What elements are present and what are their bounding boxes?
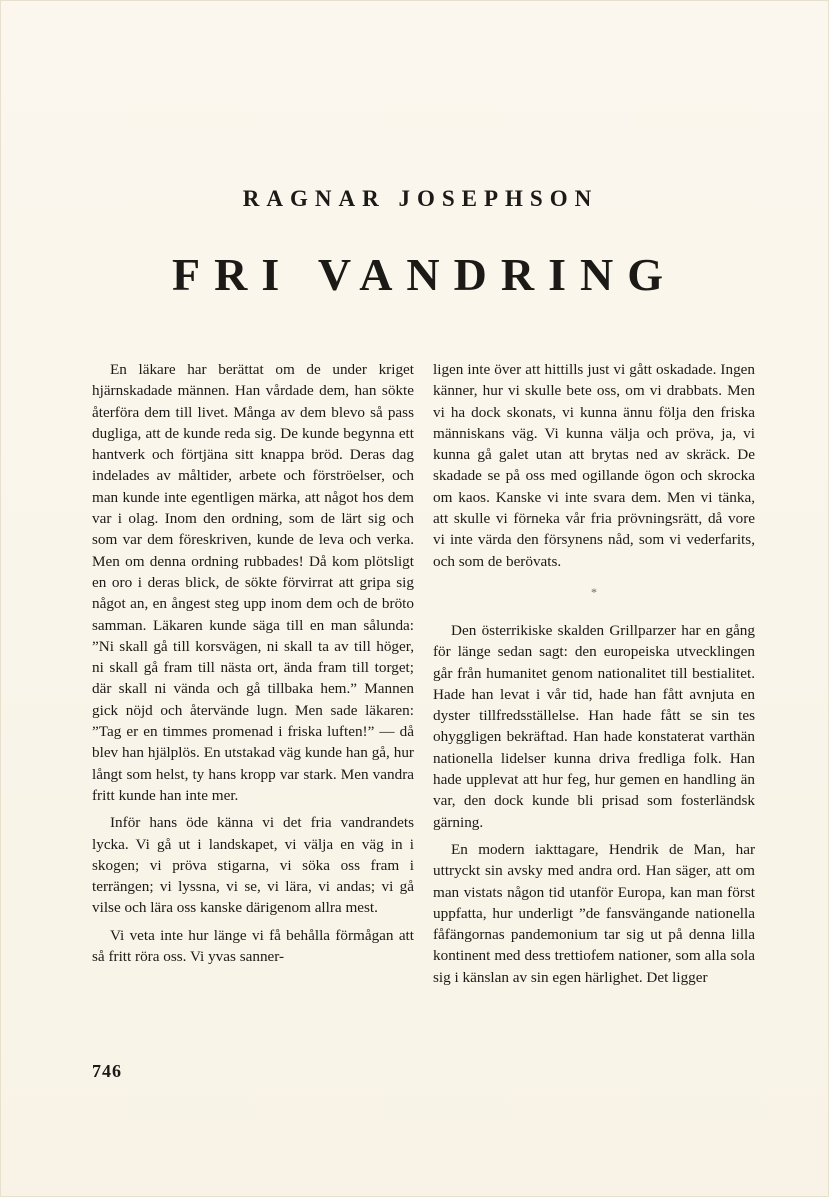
paragraph: Inför hans öde känna vi det fria vandrandets lycka. Vi gå ut i landskapet, vi välja en väg in i skogen; vi pröva stigarna, vi söka oss fram i terrängen; vi lyssna, vi se, vi lära, vi andas; vi gå vilse och lära oss kanske därigenom allra mest. [92,814,414,917]
article-title: FRI VANDRING [172,249,677,300]
page-number: 746 [92,1061,122,1081]
paragraph: En modern iakttagare, Hendrik de Man, har uttryckt sin avsky med andra ord. Han säger, att om man vistats någon tid utanför Europa, kan man först uppfatta, hur underligt ”de fansvängande nationella fåfängornas pandemonium tar sig ut på denna lilla kontinent med dess trettiofem nationer, som alla sola sig i känslan av sin egen härlighet. Det ligger [433,840,755,986]
paragraph: ligen inte över att hittills just vi gått oskadade. Ingen känner, hur vi skulle bete oss, om vi drabbats. Men vi ha dock skonats, vi kunna ännu följa den friska människans väg. Vi kunna välja och pröva, ja, vi kunna gå galet utan att brytas ned av skräck. De skadade se på oss med ogillande ögon och skrocka om kaos. Kanske vi inte svara dem. Men vi tänka, att skulle vi förneka vår fria prövningsrätt, då vore vi inte värda den försynens nåd, som vi vederfarits, och som de berövats. [433,361,755,570]
paragraph: Den österrikiske skalden Grillparzer har en gång för länge sedan sagt: den europeiska utvecklingen går från humanitet genom nationalitet till bestialitet. Hade han levat i vår tid, hade han fått avnjuta en dyster tillfredsställelse. Han hade fått se sin tes ohyggligen bekräftad. Han hade konstaterat varthän nationella lidelser kunna driva fredliga folk. Han hade upplevat att hur feg, hur gemen en handling än var, den dock kunde bli prisad som fosterländsk gärning. [433,621,755,831]
right-column [433,359,755,988]
paragraph: Vi veta inte hur länge vi få behålla förmågan att så fritt röra oss. Vi yvas sanner- [92,926,414,966]
paragraph: En läkare har berättat om de under kriget hjärnskadade männen. Han vårdade dem, han sökte återföra dem till livet. Många av dem blevo så pass dugliga, att de kunde reda sig. De kunde begynna ett hantverk och förtjäna sitt knappa bröd. Deras dag indelades av måltider, arbete och förströelser, och man kunde inte egentligen märka, att något hos dem var i olag. Inom den ordning, som de lärt sig och som var dem föreskriven, kunde de leva och verka. Men om denna ordning rubbades! Då kom plötsligt en oro i deras blick, de sökte förvirrat att gripa sig något an, en ångest steg upp inom dem och de bröto samman. Läkaren kunde säga till en man sålunda: ”Ni skall gå till korsvägen, ni skall ta av till höger, ni skall gå fram till nästa ort, ända fram till torget; där skall ni vända och gå tillbaka hem.” Mannen gick nöjd och återvände lugn. Men sade läkaren: ”Tag er en timmes promenad i friska luften!” — då blev han hjälplös. En utstakad väg kunde han gå, hur långt som helst, ty hans kropp var stark. Men vandra fritt kunde han inte mer. [92,361,414,804]
author-name: RAGNAR JOSEPHSON [242,186,599,211]
section-divider-asterisk: * [591,584,597,599]
left-column [92,359,414,967]
